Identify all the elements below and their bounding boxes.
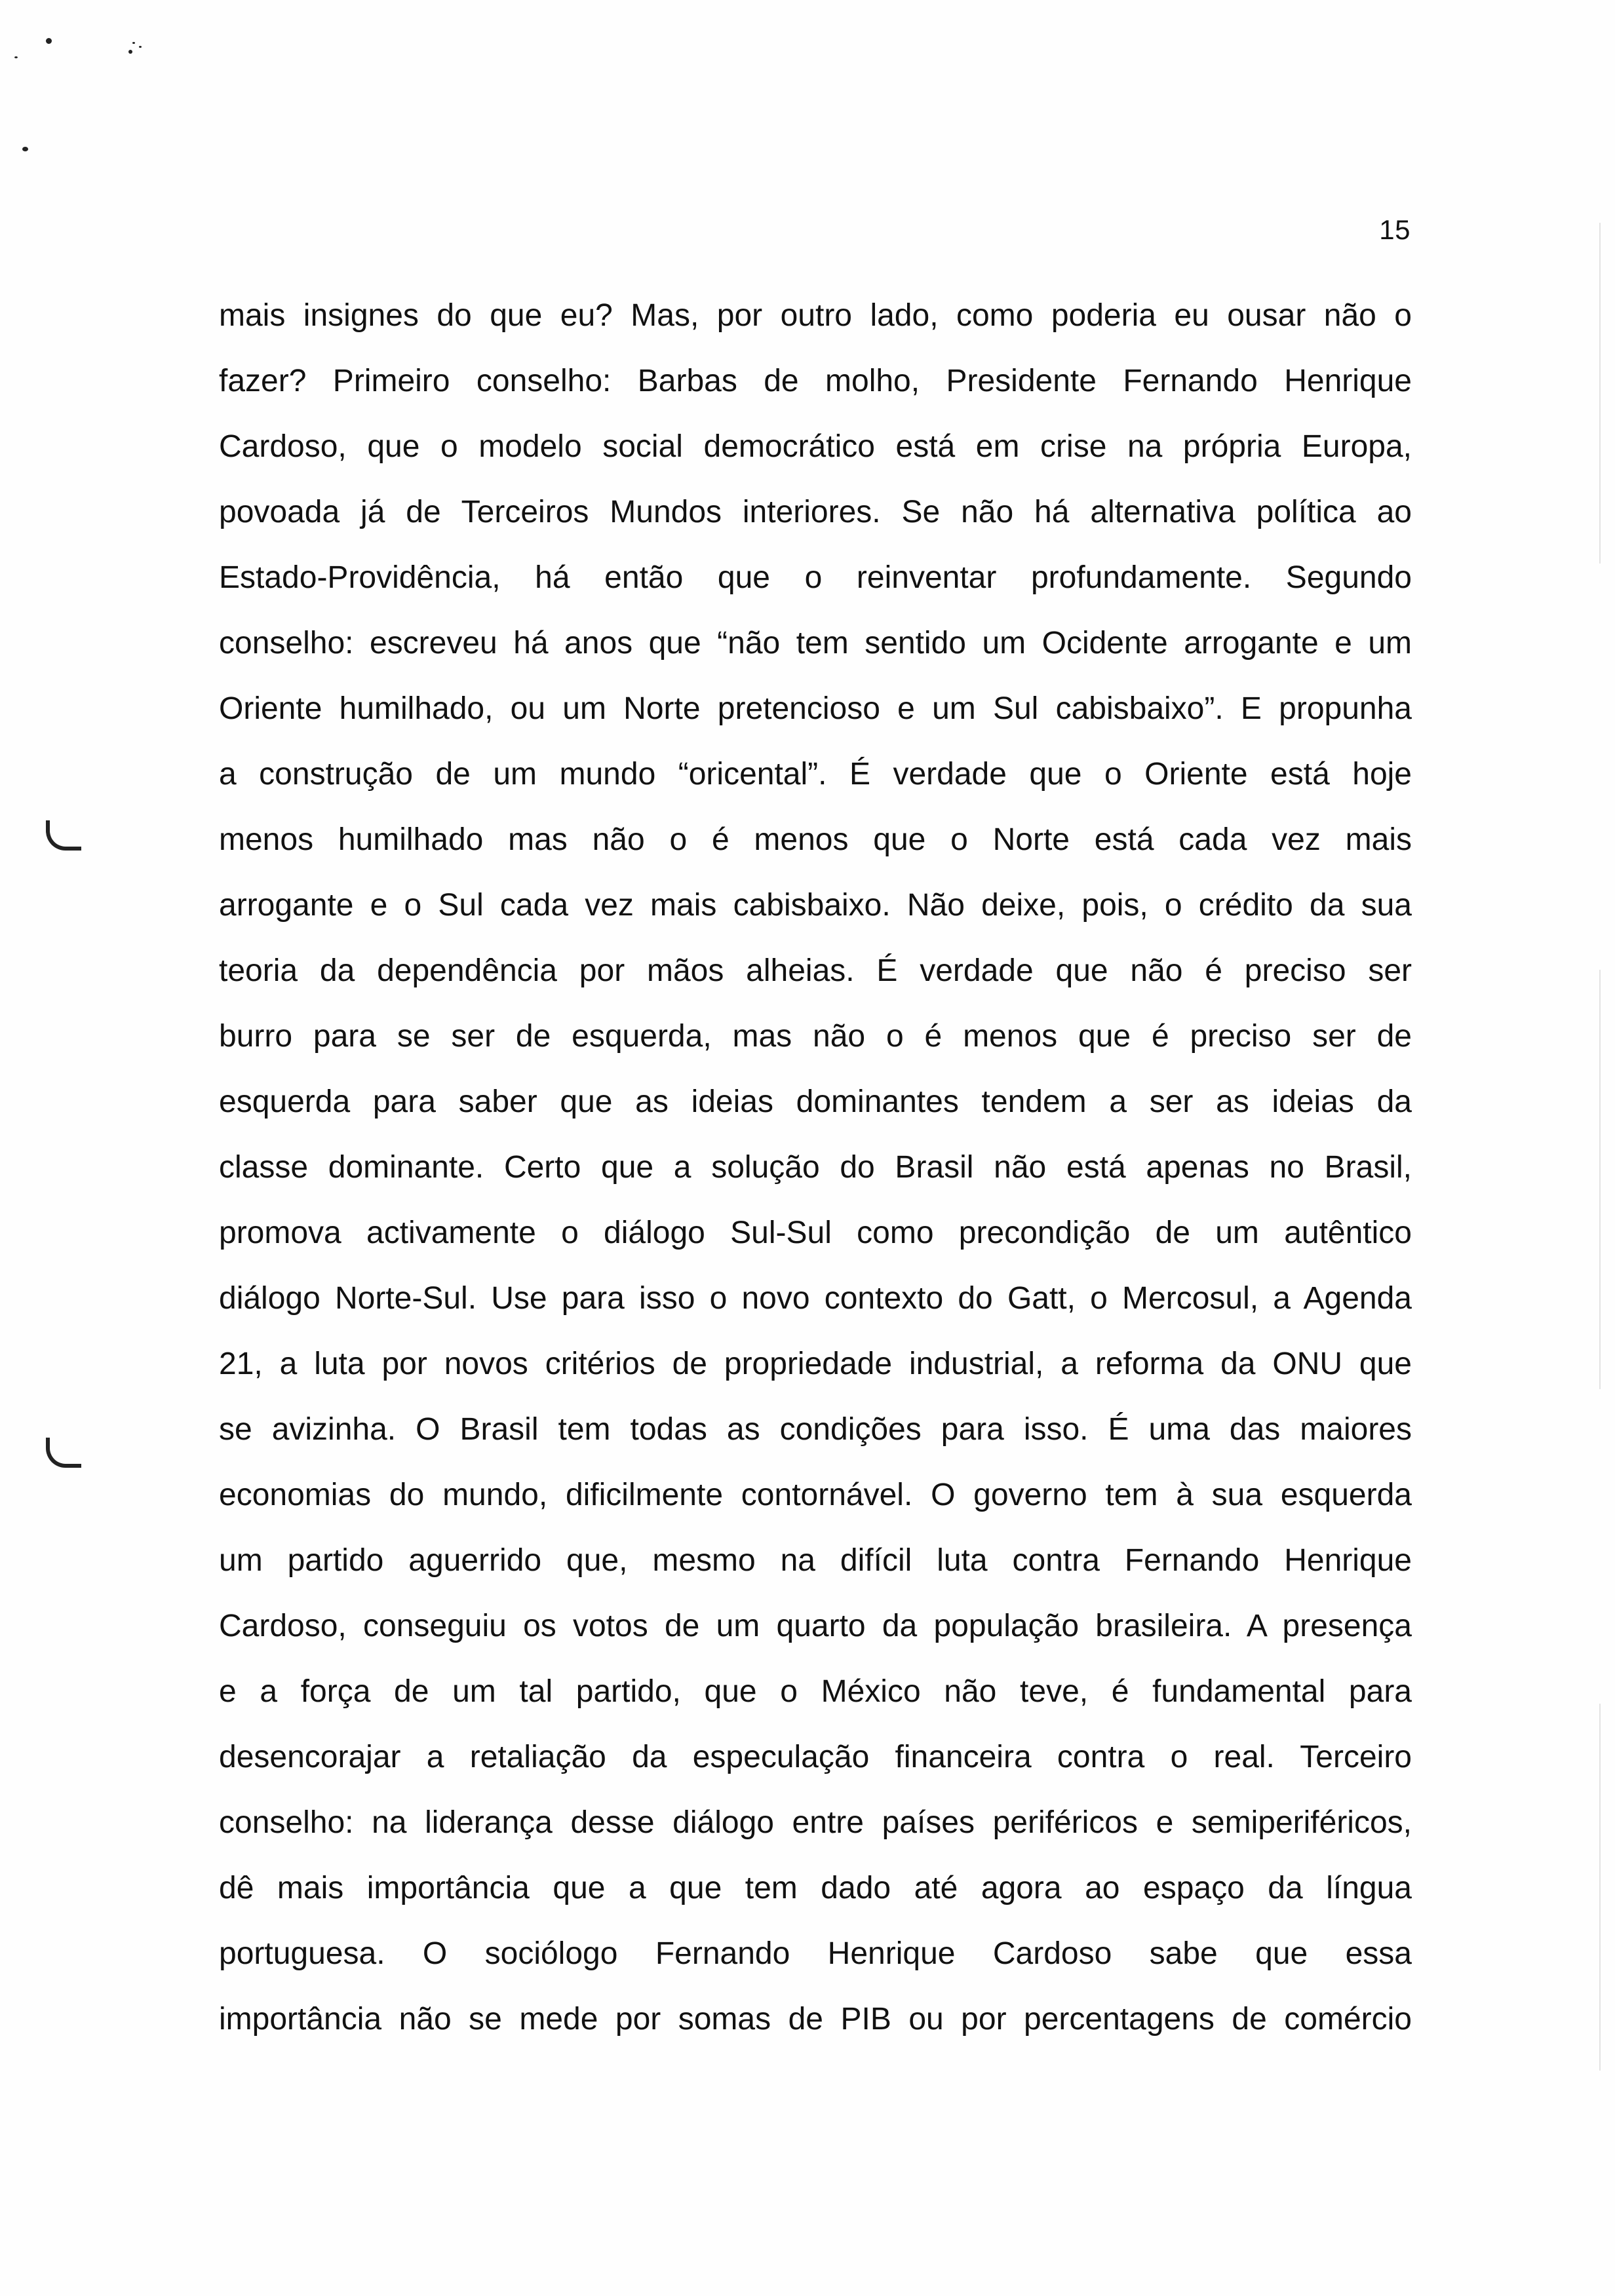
scan-edge-shadow <box>1599 1704 1601 2071</box>
text-line: fazer? Primeiro conselho: Barbas de molho, Presidente Fernando Henrique <box>219 364 1412 398</box>
page-number: 15 <box>1379 214 1411 245</box>
text-line: um partido aguerrido que, mesmo na difícil luta contra Fernando Henrique <box>219 1543 1412 1578</box>
scan-speck <box>128 50 132 54</box>
text-line: mais insignes do que eu? Mas, por outro lado, como poderia eu ousar não o <box>219 298 1412 333</box>
scan-speck <box>132 42 135 44</box>
text-line: 21, a luta por novos critérios de propriedade industrial, a reforma da ONU que <box>219 1347 1412 1381</box>
text-line: teoria da dependência por mãos alheias. É verdade que não é preciso ser <box>219 953 1412 988</box>
scan-edge-shadow <box>1599 223 1601 564</box>
scan-speck <box>139 46 142 48</box>
scan-speck <box>22 147 28 151</box>
text-line: e a força de um tal partido, que o México não teve, é fundamental para <box>219 1674 1412 1709</box>
text-line: menos humilhado mas não o é menos que o Norte está cada vez mais <box>219 822 1412 857</box>
scan-speck <box>14 56 18 58</box>
text-line: classe dominante. Certo que a solução do Brasil não está apenas no Brasil, <box>219 1150 1412 1185</box>
text-line: burro para se ser de esquerda, mas não o é menos que é preciso ser de <box>219 1019 1412 1054</box>
text-line: Oriente humilhado, ou um Norte pretencioso e um Sul cabisbaixo”. E propunha <box>219 691 1412 726</box>
text-line: se avizinha. O Brasil tem todas as condições para isso. É uma das maiores <box>219 1412 1412 1447</box>
text-line: importância não se mede por somas de PIB ou por percentagens de comércio <box>219 2002 1412 2037</box>
text-line: diálogo Norte-Sul. Use para isso o novo contexto do Gatt, o Mercosul, a Agenda <box>219 1281 1412 1316</box>
text-line: esquerda para saber que as ideias dominantes tendem a ser as ideias da <box>219 1084 1412 1119</box>
text-line: a construção de um mundo “oricental”. É verdade que o Oriente está hoje <box>219 757 1412 792</box>
punch-hole-mark <box>46 1438 81 1468</box>
text-line: desencorajar a retaliação da especulação financeira contra o real. Terceiro <box>219 1740 1412 1774</box>
text-line: Cardoso, que o modelo social democrático está em crise na própria Europa, <box>219 429 1412 464</box>
text-line: economias do mundo, dificilmente contornável. O governo tem à sua esquerda <box>219 1478 1412 1512</box>
text-line: conselho: escreveu há anos que “não tem sentido um Ocidente arrogante e um <box>219 626 1412 660</box>
text-line: arrogante e o Sul cada vez mais cabisbaixo. Não deixe, pois, o crédito da sua <box>219 888 1412 923</box>
text-line: portuguesa. O sociólogo Fernando Henrique Cardoso sabe que essa <box>219 1936 1412 1971</box>
body-text <box>219 283 1412 2052</box>
text-line: Estado-Providência, há então que o reinventar profundamente. Segundo <box>219 560 1412 595</box>
scan-edge-shadow <box>1599 970 1601 1389</box>
text-line: povoada já de Terceiros Mundos interiores. Se não há alternativa política ao <box>219 495 1412 529</box>
punch-hole-mark <box>46 820 81 851</box>
text-line: Cardoso, conseguiu os votos de um quarto da população brasileira. A presença <box>219 1609 1412 1643</box>
text-line: dê mais importância que a que tem dado até agora ao espaço da língua <box>219 1871 1412 1905</box>
text-line: promova activamente o diálogo Sul-Sul como precondição de um autêntico <box>219 1215 1412 1250</box>
text-line: conselho: na liderança desse diálogo entre países periféricos e semiperiféricos, <box>219 1805 1412 1840</box>
scan-speck <box>46 38 52 44</box>
